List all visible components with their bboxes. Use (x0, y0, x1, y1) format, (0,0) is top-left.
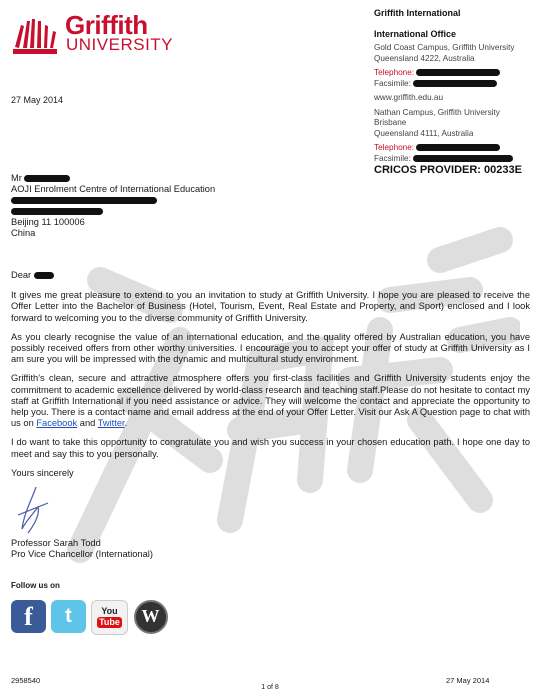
recipient-address (11, 173, 215, 239)
recipient-prefix: Mr (11, 173, 22, 183)
logo-university: UNIVERSITY (66, 35, 174, 54)
social-icons (11, 600, 168, 635)
letter-body (11, 270, 530, 487)
paragraph-3 (11, 373, 530, 429)
redacted-telephone (416, 69, 500, 76)
signer-title: Pro Vice Chancellor (International) (11, 549, 153, 559)
wordpress-icon[interactable] (133, 600, 168, 633)
youtube-icon[interactable] (91, 600, 128, 635)
page-number: 1 of 8 (261, 684, 279, 691)
wordpress-glyph: W (134, 600, 168, 634)
facebook-link[interactable]: Facebook (36, 418, 78, 429)
website-link[interactable]: www.griffith.edu.au (374, 93, 444, 102)
facsimile-label: Facsimile: (374, 78, 411, 88)
follow-us-label: Follow us on (11, 581, 60, 590)
paragraph-3-end: . (124, 418, 128, 429)
redacted-address-line1 (11, 197, 157, 204)
redacted-facsimile-2 (413, 155, 513, 162)
twitter-link[interactable]: Twitter (97, 418, 125, 429)
twitter-icon[interactable]: t (51, 600, 86, 633)
youtube-bottom: Tube (99, 617, 120, 627)
redacted-salutation-name (34, 272, 54, 279)
logo-wordmark: Griffith (65, 10, 148, 40)
recipient-country: China (11, 228, 36, 238)
office-subtitle: International Office (374, 28, 457, 39)
facebook-icon[interactable]: f (11, 600, 46, 633)
nathan-address-line1: Nathan Campus, Griffith University (374, 107, 500, 117)
office-title: Griffith International (374, 8, 461, 18)
letter-date: 27 May 2014 (11, 95, 64, 105)
redacted-address-line2 (11, 208, 103, 215)
recipient-city: Beijing 11 100006 (11, 217, 85, 227)
salutation: Dear (11, 270, 32, 280)
youtube-top: You (101, 606, 118, 616)
paragraph-1: It gives me great pleasure to extend to you an invitation to study at Griffith University. I hope you are pleased to receive the Offer Letter into the Bachelor of Business (Hotel, Tourism, Event, Real Estate and Property, and Sport) enclosed and I look forward to welcoming you to the diverse community of Griffith University. (11, 290, 530, 323)
footer-reference: 2958540 (11, 676, 41, 685)
redacted-telephone-2 (416, 144, 500, 151)
paragraph-3-and: and (79, 418, 96, 429)
cricos-code: CRICOS PROVIDER: 00233E (374, 164, 522, 176)
signer-name: Professor Sarah Todd (11, 538, 101, 548)
paragraph-3-text: Griffith's clean, secure and attractive atmosphere offers you first-class facilities and Griffith University students enjoy the commitment to academic excellence delivered by world-class research and teaching staff.Please do not hesitate to contact my staff at Griffith International if you need assistance or advice. They will welcome the contact and appreciate the opportunity to help you. There is a contact name and email address at the end of your Offer Letter. Visit our Ask A Question page to chat with us on (11, 373, 530, 429)
office-address-block (374, 8, 538, 177)
telephone-label: Telephone: (374, 68, 415, 77)
recipient-org: AOJI Enrolment Centre of International Education (11, 184, 216, 194)
signature-icon (14, 485, 54, 537)
griffith-logo-mark-icon (11, 17, 59, 57)
paragraph-2: As you clearly recognise the value of an international education, and the quality offered by Australian education, you have possibly received offers from other worthy universities. I encourage you to accept your offer of study at Griffith University as I am sure you will be impressed with the dynamic and multicultural study environment. (11, 331, 530, 365)
nathan-address-line3: Queensland 4111, Australia (374, 128, 474, 138)
signature-block (11, 538, 153, 560)
facsimile-label-2: Facsimile: (374, 153, 411, 163)
closing: Yours sincerely (11, 467, 74, 478)
telephone-label-2: Telephone: (374, 143, 415, 152)
footer-date: 27 May 2014 (446, 676, 490, 685)
redacted-recipient-name (24, 175, 70, 182)
gc-address-line1: Gold Coast Campus, Griffith University (374, 43, 515, 52)
nathan-address-line2: Brisbane (374, 118, 407, 127)
gc-address-line2: Queensland 4222, Australia (374, 53, 475, 63)
paragraph-4: I do want to take this opportunity to congratulate you and wish you success in your chosen education path. I hope one day to meet and say this to you personally. (11, 437, 530, 459)
redacted-facsimile (413, 80, 497, 87)
